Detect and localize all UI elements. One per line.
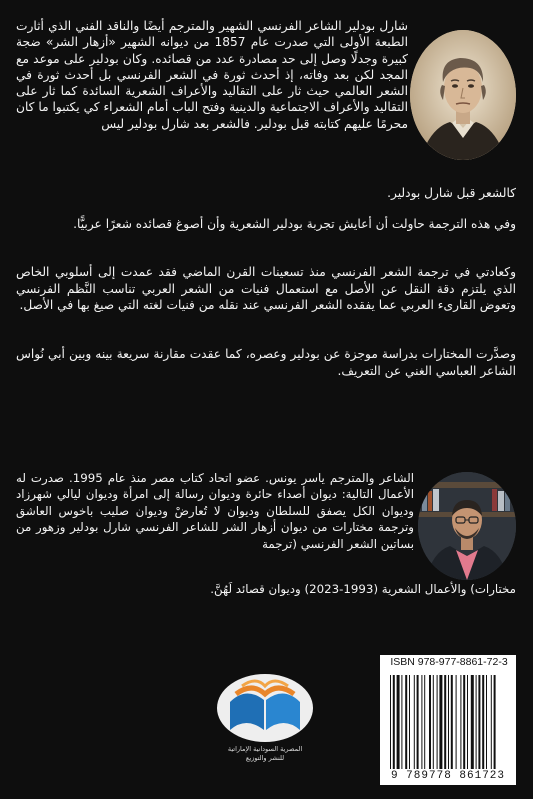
intro-paragraph-tail: كالشعر قبل شارل بودلير. <box>387 186 516 200</box>
translation-paragraph: وفي هذه الترجمة حاولت أن أعايش تجربة بودلير الشعرية وأن أصوغ قصائده شعرًا عربيًّا. <box>73 217 516 231</box>
publisher-name-line2: للنشر والتوزيع <box>245 754 285 762</box>
baudelaire-portrait-icon <box>410 30 516 160</box>
publisher-name <box>215 745 315 763</box>
publisher-name-line1: المصرية السودانية الإماراتية <box>227 745 303 753</box>
isbn-label: ISBN 978-977-8861-72-3 <box>390 656 508 668</box>
barcode-digits: 9 789778 861723 <box>390 770 506 782</box>
book-logo-icon <box>216 672 314 744</box>
translator-bio-tail: مختارات) والأعمال الشعرية (1993-2023) وديوان قصائد لَهُنَّ. <box>210 582 516 596</box>
translator-photo-icon <box>418 472 516 580</box>
intro-paragraph: شارل بودلير الشاعر الفرنسي الشهير والمترجم أيضًا والناقد الفني الذي أثارت الطبعة الأولى التي صدرت عام 1857 من ديوانه الشهير «أزهار الشر» ضجة كبيرة وجدلًا وصل إلى حد مصادرة عدد من قصائده. وكان بودلير على موعد مع المجد لكن بعد وفاته، إذ أحدث ثورة في الشعر الفرنسي بل أحدث ثورة في الشعر العالمي حيث ثار على التقاليد والأعراف الشعرية السائدة كما ثار على التقاليد والأعراف الاجتماعية والدينية وفتح الباب أمام الشعراء كي يكتبوا ما كان محرمًا عليهم كتابته قبل بودلير. فالشعر بعد شارل بودلير ليس <box>16 19 408 131</box>
translator-bio: الشاعر والمترجم ياسر يونس. عضو اتحاد كتاب مصر منذ عام 1995. صدرت له الأعمال التالية: ديوان أصداء حائرة وديوان رسالة إلى امرأة وديوان ليالي شهرزاد وديوان الكل يصفق للسلطان وديوان لا تُعارضْ وديوان صليب باخوس العاشق وترجمة مختارات من ديوان أزهار الشر للشاعر الفرنسي شارل بودلير وزهور من بساتين الشعر الفرنسي (ترجمة <box>16 471 414 551</box>
study-paragraph: وصدَّرت المختارات بدراسة موجزة عن بودلير وعصره، كما عقدت مقارنة سريعة بينه وبين أبي نُواس الشاعر العباسي الغني عن التعريف. <box>16 347 516 378</box>
barcode-icon <box>380 655 516 785</box>
method-paragraph: وكعادتي في ترجمة الشعر الفرنسي منذ تسعينات القرن الماضي فقد عمدت إلى أسلوبي الخاص الذي يلتزم دقة النقل عن الأصل مع استعمال فنيات من الشعر العربي تناسب النَّظم الفرنسي وتعوض القارىء العربي عما يفقده الشعر الفرنسي عند نقله من فنيات لغته التي صيغ بها في الأصل. <box>16 265 516 313</box>
